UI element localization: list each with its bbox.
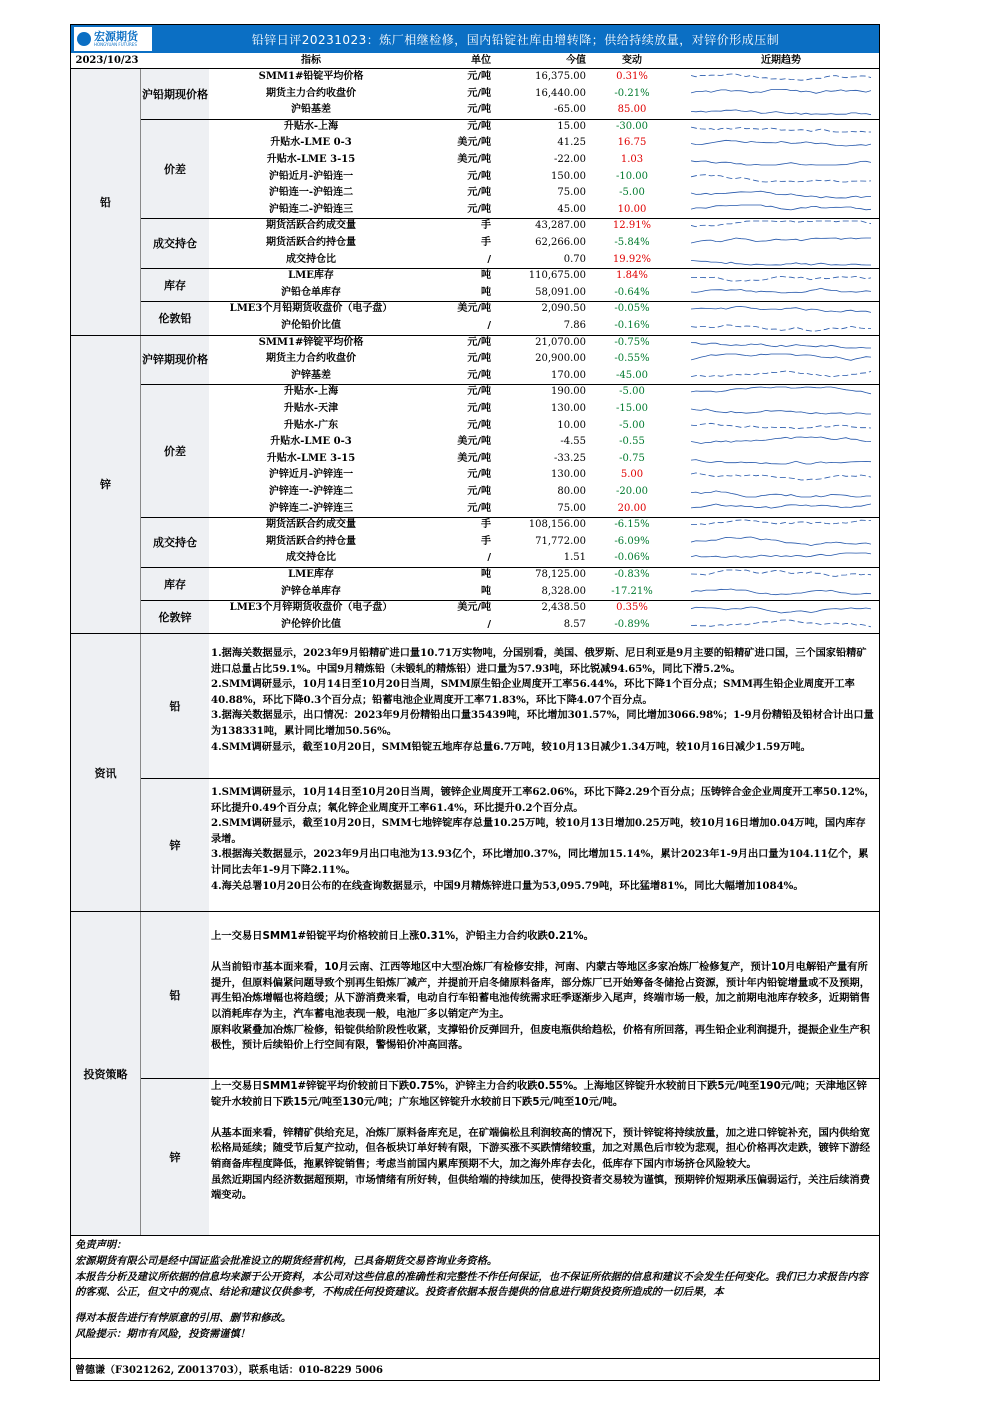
strategy-lead-para: 从当前铅市基本面来看，10月云南、江西等地区中大型冶炼厂有检修安排，河南、内蒙古等地区多家冶炼厂检修复产，预计10月电解铅产量有所提升，但原料偏紧问题导致个别再生铅炼厂减产，并提前开启冬储原料备库，部分炼厂已开始筹备冬储抢占资源，预计年内铅锭增量或不及预期，再生铅冶炼增幅也将趋缓；从下游消费来看，电动自行车铅蓄电池传统需求旺季逐渐步入尾声，终端市场一般，加之前期电池库存较多，近期销售以消耗库存为主，汽车蓄电池表现一般，电池厂多以销定产为主。 [211,961,870,1020]
trend-sparkline [691,86,871,102]
indicator-unit: 手 [481,237,491,248]
indicator-name: LME3个月铅期货收盘价（电子盘） [229,303,393,315]
indicator-value: 0.70 [563,253,586,265]
strategy-lead-text [211,929,875,1054]
strategy-zinc-para: 虽然近期国内经济数据超预期，市场情绪有所好转，但供给端的持续加压，使得投资者交易较为谨慎，预期锌价短期承压偏弱运行，关注后续消费端变动。 [211,1173,870,1202]
trend-sparkline [691,119,871,135]
indicator-name: 沪伦锌价比值 [281,618,341,630]
indicator-change: -0.06% [614,552,650,564]
indicator-name: 沪铅近月-沪铅连一 [268,170,354,182]
sparkline-path [691,89,871,93]
table-row [71,617,879,634]
indicator-change: -15.00 [615,403,648,414]
indicator-unit: / [487,320,491,331]
trend-sparkline [691,584,871,600]
strategy-lead-label: 铅 [141,912,209,1078]
group-label: 库存 [141,567,209,600]
indicator-change: -0.05% [614,303,650,315]
table-row [71,86,879,103]
sparkline-path [691,491,871,497]
indicator-unit: / [487,618,491,630]
sparkline-path [691,473,871,480]
table-row [71,102,879,119]
indicator-value: -65.00 [553,104,586,116]
indicator-unit: 手 [481,535,491,547]
indicator-value: 2,090.50 [541,303,586,315]
indicator-unit: / [487,552,491,564]
indicator-name: 沪铅连二-沪铅连三 [268,203,354,215]
table-row [71,69,879,86]
indicator-value: 1.51 [563,552,586,564]
trend-sparkline [691,185,871,201]
indicator-value: 130.00 [551,403,586,414]
table-row [71,335,879,352]
trend-sparkline [691,268,871,284]
column-header-trend: 近期趋势 [761,55,801,66]
indicator-change: -5.00 [619,386,645,398]
sparkline-path [691,342,871,347]
indicator-change: 0.35% [616,602,648,614]
indicator-unit: 吨 [481,585,491,597]
indicator-value: 43,287.00 [535,220,586,232]
indicator-change: 16.75 [617,137,647,149]
news-zinc-item: 1.SMM调研显示，10月14日至10月20日当周，镀锌企业周度开工率62.06%，环比下降2.29个百分点；压铸锌合金企业周度开工率50.12%，环比提升0.49个百分点；氧化锌企业周度开工率61.4%，环比提升0.2个百分点。 [211,786,875,814]
indicator-value: 10.00 [557,419,586,431]
table-row [71,584,879,601]
indicator-value: 8,328.00 [541,585,586,597]
company-logo [74,27,152,51]
indicator-name: 升贴水-上海 [283,386,339,398]
indicator-unit: 元/吨 [467,187,491,199]
column-header-value: 今值 [566,55,586,66]
indicator-unit: 元/吨 [467,403,491,414]
indicator-unit: 美元/吨 [457,602,491,614]
indicator-name: 期货活跃合约持仓量 [266,237,356,248]
indicator-name: 期货活跃合约成交量 [266,519,356,531]
sparkline-path [691,260,871,265]
trend-sparkline [691,102,871,118]
table-row [71,567,879,584]
trend-sparkline [691,368,871,384]
indicator-value: 45.00 [557,203,586,215]
indicator-change: -30.00 [615,120,648,132]
table-row [71,467,879,484]
indicator-value: 110,675.00 [528,270,586,282]
disclaimer [75,1238,875,1343]
trend-sparkline [691,534,871,550]
indicator-change: 1.03 [620,154,644,165]
trend-sparkline [691,135,871,151]
indicator-unit: 元/吨 [467,486,491,497]
indicator-value: 130.00 [551,469,586,481]
indicator-unit: 元/吨 [467,336,491,348]
indicator-name: 升贴水-LME 0-3 [270,436,352,448]
indicator-value: 62,266.00 [535,237,586,248]
trend-sparkline [691,517,871,533]
disclaimer-line: 宏源期货有限公司是经中国证监会批准设立的期货经营机构，已具备期货交易咨询业务资格。 [75,1254,498,1267]
indicator-name: 升贴水-LME 3-15 [266,452,356,464]
table-row [71,550,879,567]
indicator-name: 沪锌近月-沪锌连一 [268,469,354,481]
sparkline-path [691,589,871,595]
sparkline-path [691,387,871,394]
indicator-value: 190.00 [551,386,586,398]
column-header-name: 指标 [301,55,321,66]
indicator-name: 升贴水-广东 [283,419,339,431]
indicator-name: 沪铅连一-沪铅连二 [268,187,354,199]
group-label: 成交持仓 [141,517,209,567]
indicator-name: 期货主力合约收盘价 [266,87,356,99]
report-title: 铅锌日评20231023：炼厂相继检修，国内铅锭社库由增转降；供给持续放量，对锌价形成压制 [251,32,780,47]
trend-sparkline [691,218,871,234]
indicator-unit: 美元/吨 [457,303,491,315]
news-lead-item: 2.SMM调研显示，10月14日至10月20日当周，SMM原生铅企业周度开工率56.44%，环比下降1个百分点；SMM再生铅企业周度开工率40.88%，环比下降0.3个百分点；铅蓄电池企业周度开工率71.83%，环比下降4.07个百分点。 [211,678,855,706]
trend-sparkline [691,451,871,467]
table-row [71,418,879,435]
sparkline-path [691,607,871,613]
indicator-unit: 元/吨 [467,87,491,99]
sparkline-path [691,205,871,210]
indicator-unit: 手 [481,519,491,531]
indicator-change: -0.55% [614,353,650,365]
indicator-value: 8.57 [563,618,586,630]
sparkline-path [691,174,871,181]
trend-sparkline [691,152,871,168]
indicator-value: 71,772.00 [535,535,586,547]
section-label-1: 锌 [71,335,141,634]
indicator-value: -4.55 [560,436,586,448]
table-row [71,318,879,335]
indicator-value: 7.86 [563,320,586,331]
indicator-name: 沪锌仓单库存 [281,585,341,597]
trend-sparkline [691,318,871,334]
indicator-name: LME3个月锌期货收盘价（电子盘） [229,602,393,614]
indicator-unit: / [487,253,491,265]
sparkline-path [691,553,871,557]
footer-divider [71,1358,879,1359]
news-lead-item: 1.据海关数据显示，2023年9月铅精矿进口量10.71万实物吨，分国别看，美国、俄罗斯、尼日利亚是9月主要的铅精矿进口国，三个国家铅精矿进口总量占比59.1%。中国9月精炼铅（未锻轧的精炼铅）进口量为57.93吨，环比锐减94.65%，同比下滑5.2%。 [211,647,867,675]
indicator-name: SMM1#铅锭平均价格 [258,71,364,82]
table-row [71,169,879,186]
indicator-change: -0.55 [619,436,645,448]
news-zinc-item: 2.SMM调研显示，截至10月20日，SMM七地锌锭库存总量10.25万吨，较10月13日增加0.25万吨，较10月16日增加0.04万吨，国内库存录增。 [211,817,866,845]
indicator-name: 升贴水-LME 3-15 [266,154,356,165]
indicator-value: 16,440.00 [535,87,586,99]
sparkline-path [691,459,871,463]
sparkline-path [691,238,871,243]
table-row [71,401,879,418]
group-label: 价差 [141,384,209,517]
trend-sparkline [691,617,871,633]
indicator-name: 期货活跃合约持仓量 [266,535,356,547]
trend-sparkline [691,202,871,218]
sparkline-path [691,409,871,414]
table-row [71,517,879,534]
logo-text: 宏源期货 [94,30,138,43]
strategy-lead-para: 上一交易日SMM1#铅锭平均价格较前日上涨0.31%，沪铅主力合约收跌0.21%。 [211,930,594,942]
report-date: 2023/10/23 [75,55,139,66]
group-label: 沪锌期现价格 [141,335,209,385]
group-label: 伦敦锌 [141,600,209,633]
indicator-unit: 美元/吨 [457,436,491,448]
indicator-name: 升贴水-上海 [283,120,339,132]
sparkline-path [691,74,871,80]
disclaimer-heading: 免责声明： [75,1239,127,1251]
column-header-unit: 单位 [471,55,491,66]
trend-sparkline [691,335,871,351]
indicator-unit: 元/吨 [467,353,491,365]
table-row [71,235,879,252]
indicator-change: 5.00 [620,469,644,481]
news-zinc-text [211,785,875,894]
indicator-change: -0.21% [614,87,650,99]
indicator-value: 75.00 [557,187,586,199]
trend-sparkline [691,467,871,483]
group-label: 成交持仓 [141,218,209,268]
indicator-value: 150.00 [551,170,586,182]
indicator-change: -17.21% [611,585,653,597]
sparkline-path [691,221,871,227]
indicator-name: 升贴水-天津 [283,403,339,414]
indicator-change: -0.64% [614,286,650,298]
trend-sparkline [691,69,871,85]
strategy-lead-para: 原料收紧叠加冶炼厂检修，铅锭供给阶段性收紧，支撑铅价反弹回升，但废电瓶供给趋松，价格有所回落，再生铅企业利润提升，提振企业生产积极性，预计后续铅价上行空间有限，警惕铅价冲高回落。 [211,1023,870,1052]
indicator-change: -6.09% [614,535,650,547]
disclaimer-line: 本报告分析及建议所依据的信息均来源于公开资料，本公司对这些信息的准确性和完整性不作任何保证，也不保证所依据的信息和建议不会发生任何变化。我们已力求报告内容的客观、公正，但文中的观点、结论和建议仅供参考，不构成任何投资建议。投资者依据本报告提供的信息进行期货投资所造成的一切后果，本 [75,1270,868,1299]
indicator-change: -5.00 [619,187,645,199]
table-row [71,451,879,468]
indicator-name: 成交持仓比 [286,253,336,265]
indicator-change: 19.92% [612,253,652,265]
indicator-unit: 美元/吨 [457,452,491,464]
indicator-name: 沪铅基差 [291,104,331,116]
indicator-name: 升贴水-LME 0-3 [270,137,352,149]
indicator-name: 期货活跃合约成交量 [266,220,356,232]
indicator-value: 80.00 [557,486,586,497]
group-label: 伦敦铅 [141,301,209,334]
analyst-contact: 曾德谦（F3021262, Z0013703），联系电话：010-8229 5006 [75,1365,383,1376]
indicator-change: 0.31% [616,71,648,82]
indicator-unit: 吨 [481,286,491,298]
indicator-unit: 美元/吨 [457,154,491,165]
table-row [71,384,879,401]
table-row [71,252,879,269]
indicator-value: 78,125.00 [535,569,586,580]
indicator-unit: 元/吨 [467,104,491,116]
group-label: 价差 [141,119,209,219]
strategy-zinc-text [211,1079,875,1204]
news-lead-label: 铅 [141,634,209,778]
sparkline-path [691,325,871,331]
indicator-unit: 元/吨 [467,120,491,132]
indicator-unit: 元/吨 [467,469,491,481]
report-header [71,25,879,53]
table-row [71,185,879,202]
trend-sparkline [691,434,871,450]
table-row [71,301,879,318]
news-section-label: 资讯 [71,634,141,911]
trend-sparkline [691,501,871,517]
indicator-change: -20.00 [615,486,648,497]
table-row [71,152,879,169]
indicator-change: -6.15% [614,519,650,531]
table-row [71,434,879,451]
sparkline-path [691,371,871,377]
indicator-change: 20.00 [617,502,647,514]
indicator-value: 41.25 [557,137,586,149]
trend-sparkline [691,301,871,317]
indicator-value: 2,438.50 [541,602,586,614]
indicator-name: 沪伦铅价比值 [281,320,341,331]
indicator-name: SMM1#锌锭平均价格 [258,336,364,348]
indicator-change: 12.91% [612,220,652,232]
indicator-change: -0.75 [619,452,645,464]
table-row [71,501,879,518]
strategy-section-label: 投资策略 [71,912,141,1235]
table-row [71,119,879,136]
indicator-change: -10.00 [615,170,648,182]
indicator-value: 108,156.00 [528,519,586,531]
indicator-value: 20,900.00 [535,353,586,365]
indicator-value: -33.25 [553,452,586,464]
table-row [71,135,879,152]
indicator-change: -5.00 [619,419,645,431]
strategy-zinc-para: 上一交易日SMM1#锌锭平均价较前日下跌0.75%，沪锌主力合约收跌0.55%。上海地区锌锭升水较前日下跌5元/吨至190元/吨；天津地区锌锭升水较前日下跌15元/吨至130元/吨；广东地区锌锭升水较前日下跌5元/吨至10元/吨。 [211,1080,867,1108]
indicator-unit: 元/吨 [467,203,491,215]
indicator-value: 16,375.00 [535,71,586,82]
indicator-name: 沪铅仓单库存 [281,286,341,298]
indicator-unit: 元/吨 [467,170,491,182]
indicator-change: 85.00 [617,104,647,116]
sparkline-path [691,127,871,132]
indicator-unit: 元/吨 [467,369,491,381]
sparkline-path [691,110,871,115]
trend-sparkline [691,550,871,566]
indicator-unit: 吨 [481,569,491,580]
indicator-unit: 吨 [481,270,491,282]
indicator-name: 期货主力合约收盘价 [266,353,356,365]
indicator-change: -0.75% [614,336,650,348]
group-label: 库存 [141,268,209,301]
sparkline-path [691,570,871,576]
indicator-name: LME库存 [288,569,334,580]
group-label: 沪铅期现价格 [141,69,209,119]
indicator-change: -0.83% [614,569,650,580]
table-row [71,285,879,302]
indicator-change: -45.00 [615,369,648,381]
trend-sparkline [691,384,871,400]
trend-sparkline [691,401,871,417]
disclaimer-line: 得对本报告进行有悖原意的引用、删节和修改。 [75,1312,292,1325]
indicator-unit: 手 [481,220,491,232]
indicator-value: -22.00 [553,154,586,165]
trend-sparkline [691,235,871,251]
sparkline-path [691,288,871,293]
table-row [71,600,879,617]
news-zinc-item: 4.海关总署10月20日公布的在线查询数据显示，中国9月精炼锌进口量为53,095.79吨，环比猛增81%，同比大幅增加1084%。 [211,879,804,892]
indicator-unit: 元/吨 [467,71,491,82]
disclaimer-divider [71,1235,879,1236]
table-row [71,484,879,501]
table-row [71,268,879,285]
sparkline-path [691,537,871,546]
sparkline-path [691,277,871,282]
trend-sparkline [691,567,871,583]
indicator-value: 15.00 [557,120,586,132]
sparkline-path [691,191,871,198]
table-row [71,368,879,385]
sparkline-path [691,520,871,525]
sparkline-path [691,620,871,627]
logo-mark-icon [77,32,91,46]
news-lead-item: 4.SMM调研显示，截至10月20日，SMM铅锭五地库存总量6.7万吨，较10月13日减少1.34万吨，较10月16日减少1.59万吨。 [211,740,811,753]
indicator-unit: 元/吨 [467,502,491,514]
indicator-unit: 元/吨 [467,386,491,398]
indicator-name: 沪锌基差 [291,369,331,381]
trend-sparkline [691,169,871,185]
indicator-name: 沪锌连二-沪锌连三 [268,502,354,514]
strategy-zinc-label: 锌 [141,1079,209,1235]
indicator-change: -5.84% [614,237,650,248]
report-frame [70,24,880,1381]
table-row [71,218,879,235]
news-zinc-label: 锌 [141,779,209,911]
sparkline-path [691,423,871,429]
sparkline-path [691,307,871,313]
indicator-value: 170.00 [551,369,586,381]
trend-sparkline [691,418,871,434]
indicator-value: 21,070.00 [535,336,586,348]
indicator-name: 沪锌连一-沪锌连二 [268,486,354,497]
indicator-change: 1.84% [616,270,648,282]
sparkline-path [691,141,871,147]
indicator-name: LME库存 [288,270,334,282]
news-zinc-item: 3.根据海关数据显示，2023年9月出口电池为13.93亿个，环比增加0.37%，同比增加15.14%，累计2023年1-9月出口量为104.11亿个，累计同比去年1-9月下降2.11%。 [211,848,869,876]
news-lead-text [211,646,875,755]
trend-sparkline [691,285,871,301]
sparkline-path [691,437,871,444]
indicator-value: 75.00 [557,502,586,514]
indicator-change: -0.16% [614,320,650,331]
strategy-zinc-para: 从基本面来看，锌精矿供给充足，冶炼厂原料备库充足，在矿端偏松且利润较高的情况下，预计锌锭将持续放量，加之进口锌锭补充，国内供给宽松格局延续；随受节后复产拉动，但各板块订单好转有限，下游买涨不买跌情绪较重，加之对黑色后市较为悲观，担心价格再次走跌，镀锌下游经销商备库程度降低，拖累锌锭销售；考虑当前国内累库预期不大，加之海外库存去化，低库存下国内市场挤仓风险较大。 [211,1126,870,1170]
logo-subtext: HONGYUAN FUTURES [94,42,137,47]
sparkline-path [691,504,871,508]
trend-sparkline [691,351,871,367]
column-header-change: 变动 [622,55,642,66]
section-label-0: 铅 [71,69,141,335]
news-lead-item: 3.据海关数据显示，出口情况：2023年9月份精铅出口量35439吨，环比增加301.57%，同比增加3066.98%；1-9月份精铅及铅材合计出口量为138331吨，累计同比增加50.56%。 [211,709,874,737]
indicator-change: 10.00 [617,203,647,215]
indicator-change: -0.89% [614,618,650,630]
indicator-unit: 元/吨 [467,419,491,431]
indicator-unit: 美元/吨 [457,137,491,149]
risk-warning: 风险提示：期市有风险，投资需谨慎！ [75,1327,251,1340]
table-row [71,202,879,219]
table-row [71,351,879,368]
trend-sparkline [691,252,871,268]
table-row [71,534,879,551]
indicator-value: 58,091.00 [535,286,586,298]
sparkline-path [691,354,871,360]
indicator-name: 成交持仓比 [286,552,336,564]
sparkline-path [691,161,871,165]
trend-sparkline [691,600,871,616]
trend-sparkline [691,484,871,500]
news-inner-divider [141,778,879,779]
